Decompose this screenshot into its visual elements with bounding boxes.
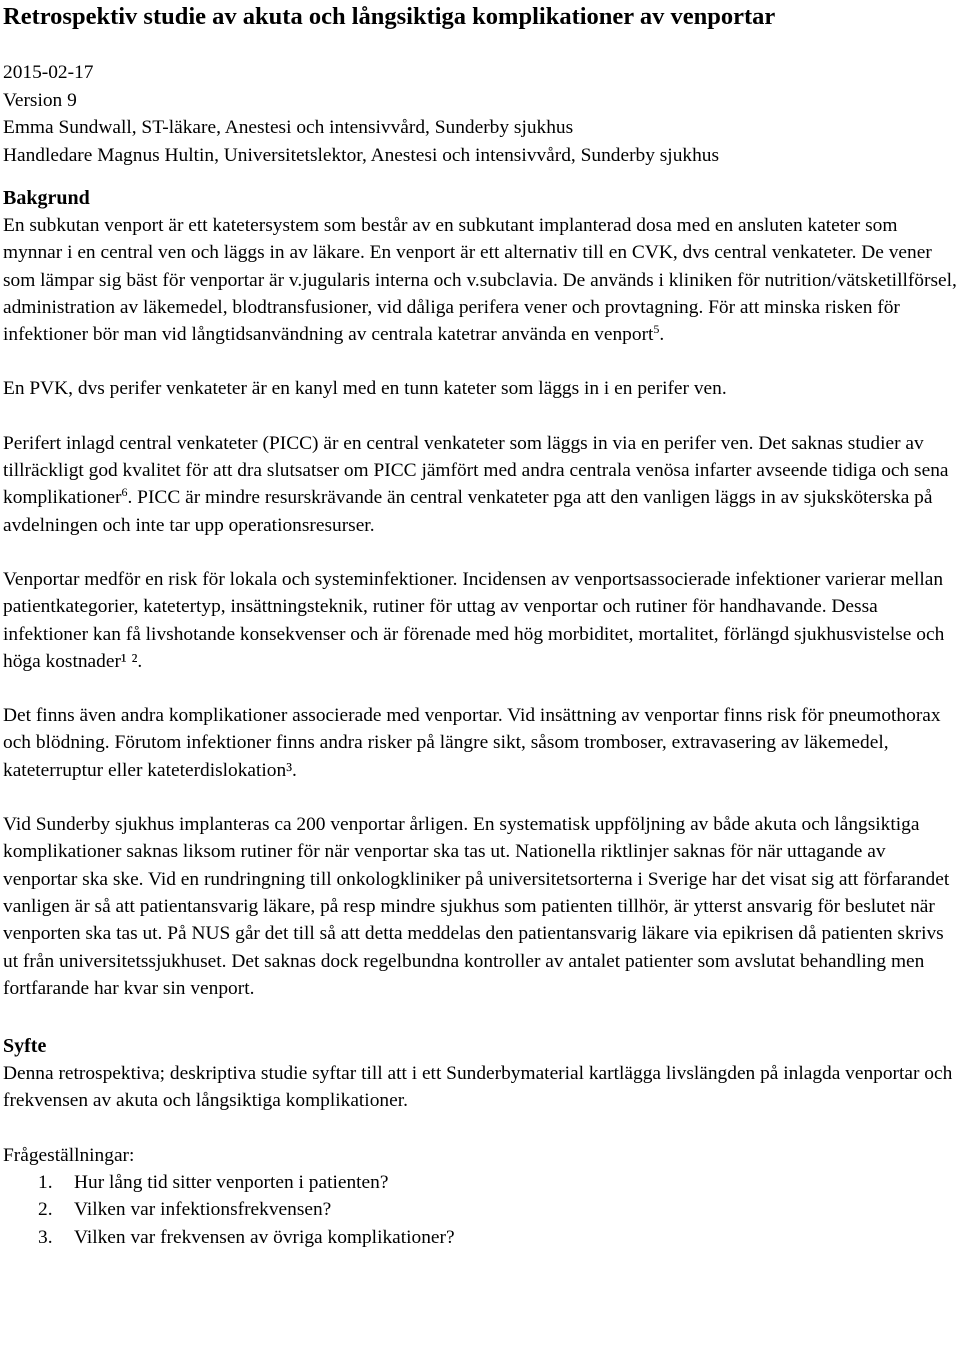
list-item (3, 1169, 959, 1196)
paragraph-venport (3, 212, 959, 348)
paragraph-komplikationer: Det finns även andra komplikationer associerade med venportar. Vid insättning av venportar finns risk för pneumothorax och blödning. Förutom infektioner finns andra risker på längre sikt, såsom tromboser, extravasering av läkemedel, kateterruptur eller kateterdislokation³. (3, 705, 941, 781)
list-item-number: 3. (38, 1226, 53, 1248)
list-item-text: Hur lång tid sitter venporten i patienten? (74, 1172, 389, 1194)
meta-date: 2015-02-17 (3, 62, 94, 83)
paragraph-sunderby: Vid Sunderby sjukhus implanteras ca 200 venportar årligen. En systematisk uppföljning av både akuta och långsiktiga komplikationer saknas liksom rutiner för när venportar ska tas ut. Nationella riktlinjer saknas för när uttagande av venportar ska ske. Vid en rundringning till onkologkliniker på universitetsorterna i Sverige har det visat sig att förfarandet vanligen är så att patientansvarig läkare, på resp mindre sjukhus som patienten tillhör, är ytterst ansvarig för beslutet när venporten ska tas ut. På NUS går det till så att detta meddelas den patientansvarig läkare via epikrisen då patienten skrivs ut från universitetssjukhuset. Det saknas dock regelbundna kontroller av antalet patienter som avslutat behandling men fortfarande har kvar sin venport. (3, 814, 950, 999)
questions-heading: Frågeställningar: (3, 1144, 135, 1166)
meta-supervisor: Handledare Magnus Hultin, Universitetslektor, Anestesi och intensivvård, Sunderby sjukhus (3, 144, 720, 166)
paragraph-infektioner: Venportar medför en risk för lokala och systeminfektioner. Incidensen av venportsassocierade infektioner varierar mellan patientkategorier, katetertyp, insättningsteknik, rutiner för uttag av venportar och rutiner för handhavande. Dessa infektioner kan få livshotande konsekvenser och är förenade med hög morbiditet, mortalitet, förlängd sjukhusvistelse och höga kostnader¹ ². (3, 568, 945, 672)
questions-list (3, 1169, 959, 1251)
list-item (3, 1224, 959, 1251)
meta-version: Version 9 (3, 89, 77, 111)
list-item-text: Vilken var infektionsfrekvensen? (74, 1199, 332, 1221)
section-heading-bakgrund: Bakgrund (3, 187, 90, 209)
paragraph-text: Perifert inlagd central venkateter (PICC) är en central venkateter som läggs in via en perifer ven. Det saknas studier av tillräckligt god kvalitet för att dra slutsatser om PICC jämfört med andra centrala venösa infarter avseende tidiga och sena komplikationer (3, 432, 949, 509)
footnote-ref: 6 (121, 485, 128, 500)
list-item-number: 2. (38, 1199, 53, 1221)
paragraph-syfte: Denna retrospektiva; deskriptiva studie syftar till att i ett Sunderbymaterial kartlägga livslängden på inlagda venportar och frekvensen av akuta och långsiktiga komplikationer. (3, 1063, 953, 1112)
list-item (3, 1196, 959, 1223)
paragraph-picc (3, 430, 959, 539)
document-title: Retrospektiv studie av akuta och långsiktiga komplikationer av venportar (3, 3, 776, 30)
list-item-number: 1. (38, 1172, 53, 1194)
paragraph-text-end: . (659, 324, 665, 346)
paragraph-text: En subkutan venport är ett katetersystem som består av en subkutant implanterad dosa med en ansluten kateter som mynnar i en central ven och läggs in av läkare. En venport är ett alternativ till en CVK, dvs central venkateter. De vener som lämpar sig bäst för venportar är v.jugularis interna och v.subclavia. De används i kliniken för nutrition/vätsketillförsel, administration av läkemedel, blodtransfusioner, vid dåliga perifera vener och provtagning. För att minska risken för infektioner bör man vid långtidsanvändning av centrala katetrar använda en venport (3, 215, 957, 346)
meta-author: Emma Sundwall, ST-läkare, Anestesi och intensivvård, Sunderby sjukhus (3, 117, 574, 138)
section-heading-syfte: Syfte (3, 1035, 47, 1058)
footnote-ref: 5 (653, 322, 660, 337)
list-item-text: Vilken var frekvensen av övriga komplikationer? (74, 1226, 455, 1248)
document-meta (3, 59, 959, 169)
paragraph-text-end: . PICC är mindre resurskrävande än central venkateter pga att den vanligen läggs in av sjuksköterska på avdelningen och inte tar upp operationsresurser. (3, 487, 933, 536)
paragraph-pvk: En PVK, dvs perifer venkateter är en kanyl med en tunn kateter som läggs in i en perifer ven. (3, 378, 727, 400)
